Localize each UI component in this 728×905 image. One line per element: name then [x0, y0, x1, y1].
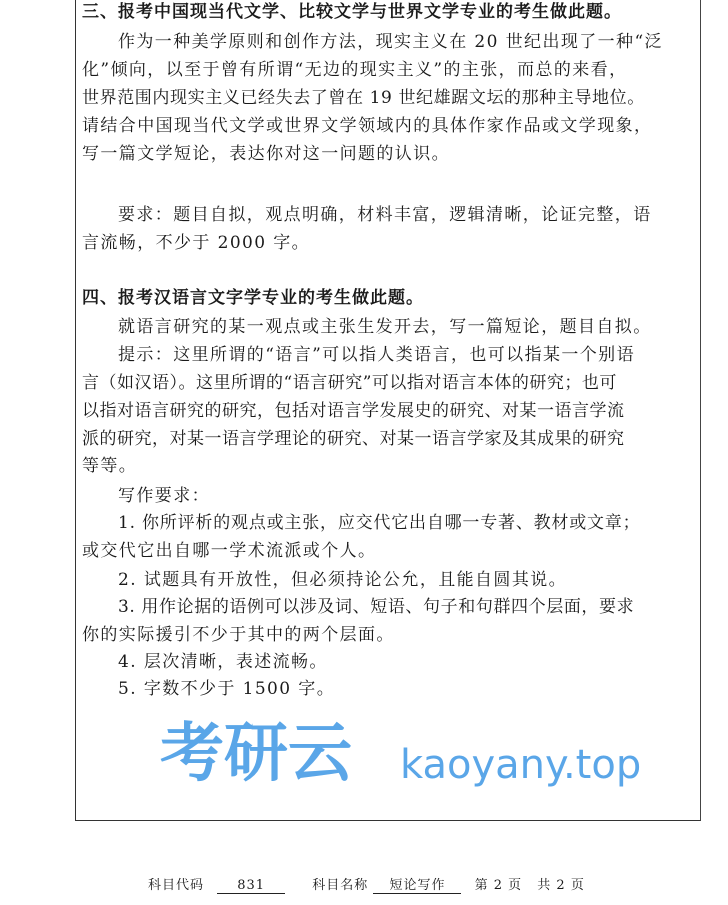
writing-req-item: 4. 层次清晰，表述流畅。 — [118, 652, 328, 672]
watermark-url: kaoyany.top — [400, 742, 642, 788]
writing-req-item: 3. 用作论据的语例可以涉及词、短语、句子和句群四个层面，要求 — [118, 597, 635, 617]
writing-req-item: 5. 字数不少于 1500 字。 — [118, 679, 336, 699]
page-number: 第 2 页 — [474, 878, 523, 893]
section3-requirement: 要求：题目自拟，观点明确，材料丰富，逻辑清晰，论证完整，语 — [118, 205, 652, 225]
section3-heading: 三、报考中国现当代文学、比较文学与世界文学专业的考生做此题。 — [82, 2, 622, 22]
writing-req-item: 1. 你所评析的观点或主张，应交代它出自哪一专著、教材或文章； — [118, 513, 641, 533]
subject-name-label: 科目名称 — [312, 878, 369, 893]
subject-code-label: 科目代码 — [148, 878, 205, 893]
section4-heading: 四、报考汉语言文字学专业的考生做此题。 — [82, 288, 424, 308]
writing-req-item: 2. 试题具有开放性，但必须持论公允，且能自圆其说。 — [118, 570, 568, 590]
section4-line: 言（如汉语）。这里所谓的“语言研究”可以指对语言本体的研究；也可 — [82, 373, 617, 393]
page-total: 共 2 页 — [537, 878, 585, 893]
subject-name: 短论写作 — [373, 874, 461, 894]
section3-requirement: 言流畅，不少于 2000 字。 — [82, 233, 311, 253]
section4-line: 等等。 — [82, 456, 138, 476]
watermark-logo: 考研云 — [160, 717, 352, 791]
section4-line: 就语言研究的某一观点或主张生发开去，写一篇短论，题目自拟。 — [118, 317, 652, 337]
writing-req-item: 你的实际援引不少于其中的两个层面。 — [82, 625, 395, 645]
writing-req-item: 或交代它出自哪一学术流派或个人。 — [82, 541, 377, 561]
section3-line: 请结合中国现当代文学或世界文学领域内的具体作家作品或文学现象， — [82, 116, 653, 136]
section3-line: 世界范围内现实主义已经失去了曾在 19 世纪雄踞文坛的那种主导地位。 — [82, 88, 645, 108]
section4-line: 派的研究，对某一语言学理论的研究、对某一语言学家及其成果的研究 — [82, 429, 625, 449]
page-footer — [148, 874, 585, 894]
section4-line: 以指对语言研究的研究，包括对语言学发展史的研究、对某一语言学流 — [82, 401, 625, 421]
section3-line: 化”倾向，以至于曾有所谓“无边的现实主义”的主张，而总的来看， — [82, 60, 628, 80]
writing-req-label: 写作要求： — [118, 486, 210, 506]
subject-code: 831 — [217, 878, 285, 894]
section3-line: 作为一种美学原则和创作方法，现实主义在 20 世纪出现了一种“泛 — [118, 32, 663, 52]
section4-line: 提示：这里所谓的“语言”可以指人类语言，也可以指某一个别语 — [118, 345, 635, 365]
section3-line: 写一篇文学短论，表达你对这一问题的认识。 — [82, 144, 450, 164]
